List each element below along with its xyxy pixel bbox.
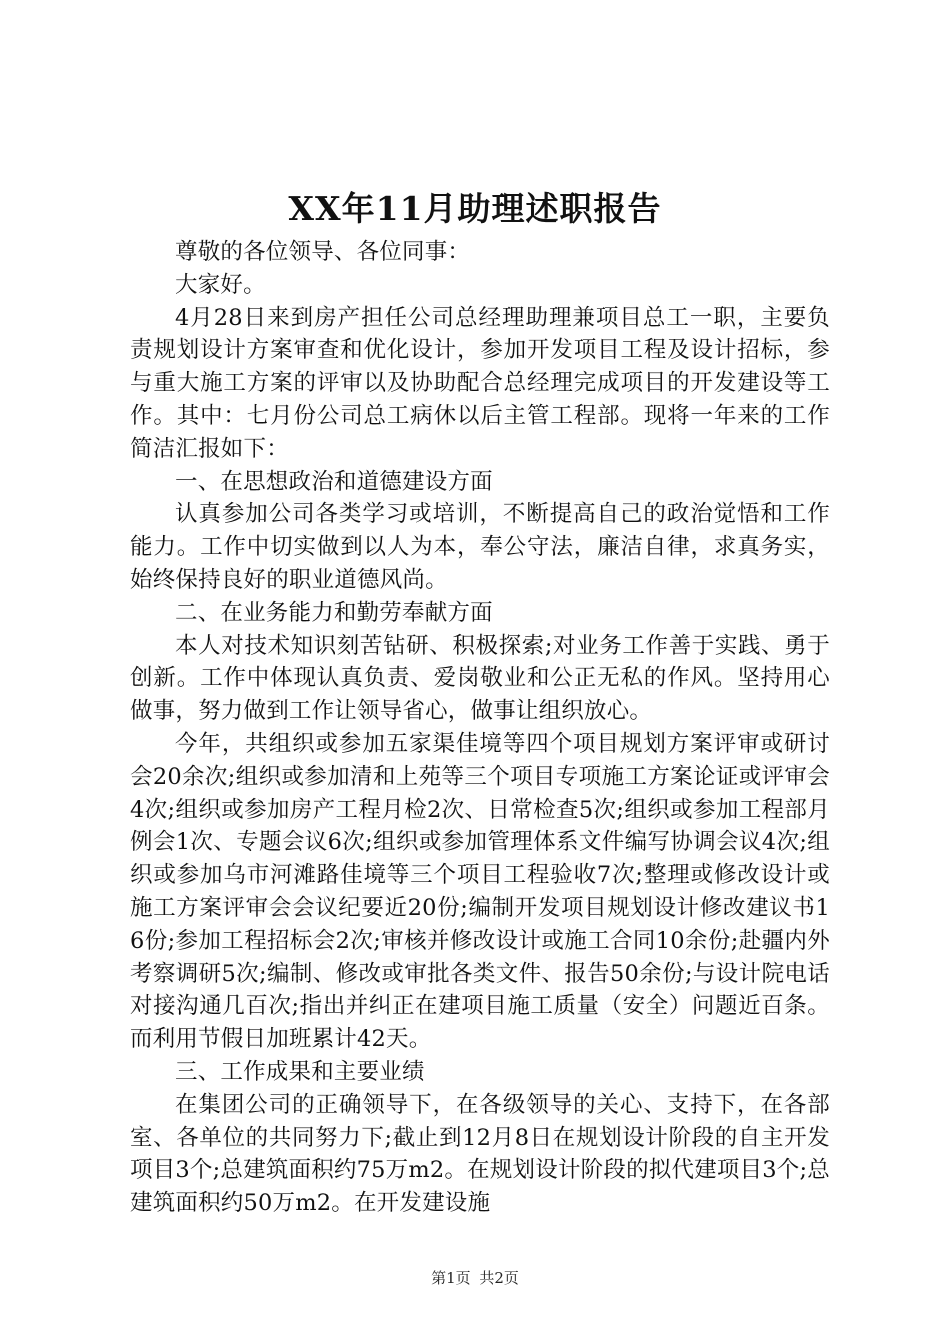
intro-paragraph: 4月28日来到房产担任公司总经理助理兼项目总工一职，主要负责规划设计方案审查和优化设计，参加开发项目工程及设计招标，参与重大施工方案的评审以及协助配合总经理完成项目的开发建设等工作。其中：七月份公司总工病休以后主管工程部。现将一年来的工作简洁汇报如下： [130, 304, 830, 462]
page-number: 第1页 [431, 1269, 471, 1287]
section-heading-1: 一、在思想政治和道德建设方面 [175, 468, 493, 495]
greeting: 大家好。 [175, 271, 266, 298]
section-2-paragraph-1: 本人对技术知识刻苦钻研、积极探索;对业务工作善于实践、勇于创新。工作中体现认真负责、爱岗敬业和公正无私的作风。坚持用心做事，努力做到工作让领导省心，做事让组织放心。 [130, 632, 830, 725]
page-footer [0, 1268, 950, 1288]
section-heading-2: 二、在业务能力和勤劳奉献方面 [175, 599, 493, 626]
document-title: XX年11月助理述职报告 [288, 189, 662, 228]
page-total: 共2页 [479, 1269, 519, 1287]
section-1-paragraph: 认真参加公司各类学习或培训，不断提高自己的政治觉悟和工作能力。工作中切实做到以人为本，奉公守法，廉洁自律，求真务实，始终保持良好的职业道德风尚。 [130, 501, 830, 593]
section-2-paragraph-2: 今年，共组织或参加五家渠佳境等四个项目规划方案评审或研讨会20余次;组织或参加清和上苑等三个项目专项施工方案论证或评审会4次;组织或参加房产工程月检2次、日常检查5次;组织或参加工程部月例会1次、专题会议6次;组织或参加管理体系文件编写协调会议4次;组织或参加乌市河滩路佳境等三个项目工程验收7次;整理或修改设计或施工方案评审会会议纪要近20份;编制开发项目规划设计修改建议书16份;参加工程招标会2次;审核并修改设计或施工合同10余份;赴疆内外考察调研5次;编制、修改或审批各类文件、报告50余份;与设计院电话对接沟通几百次;指出并纠正在建项目施工质量（安全）问题近百条。而利用节假日加班累计42天。 [130, 730, 830, 1053]
section-3-paragraph: 在集团公司的正确领导下，在各级领导的关心、支持下，在各部室、各单位的共同努力下;截止到12月8日在规划设计阶段的自主开发项目3个;总建筑面积约75万m2。在规划设计阶段的拟代建项目3个;总建筑面积约50万m2。在开发建设施 [130, 1091, 830, 1217]
document-body [130, 236, 830, 1220]
salutation: 尊敬的各位领导、各位同事： [175, 239, 471, 265]
section-heading-3: 三、工作成果和主要业绩 [175, 1058, 425, 1085]
